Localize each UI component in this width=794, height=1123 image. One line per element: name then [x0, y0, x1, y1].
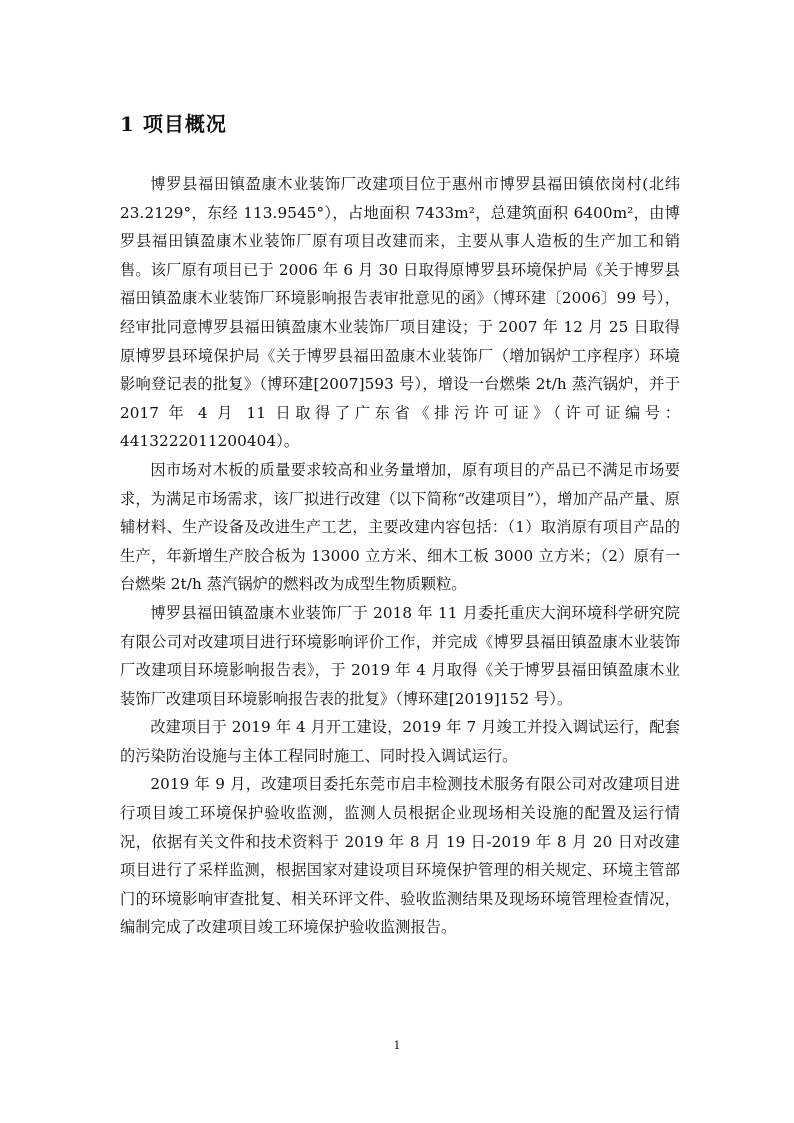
page-number: 1: [393, 1039, 401, 1052]
body-text: [120, 170, 680, 942]
section-heading: 1 项目概况: [120, 112, 227, 136]
paragraph-eia-approval: 博罗县福田镇盈康木业装饰厂于 2018 年 11 月委托重庆大润环境科学研究院有限公司对改建项目进行环境影响评价工作，并完成《博罗县福田镇盈康木业装饰厂改建项目环境影响报告表》，于 2019 年 4 月取得《关于博罗县福田镇盈康木业装饰厂改建项目环境影响报告表的批复》（博环建[2019]152 号）。: [120, 603, 680, 708]
paragraph-renovation-reason: 因市场对木板的质量要求较高和业务量增加，原有项目的产品已不满足市场要求，为满足市场需求，该厂拟进行改建（以下简称“改建项目”），增加产品产量、原辅材料、生产设备及改进生产工艺，主要改建内容包括：（1）取消原有项目产品的生产，年新增生产胶合板为 13000 立方米、细木工板 3000 立方米；（2）原有一台燃柴 2t/h 蒸汽锅炉的燃料改为成型生物质颗粒。: [120, 460, 680, 594]
paragraph-construction-timeline: 改建项目于 2019 年 4 月开工建设，2019 年 7 月竣工并投入调试运行，配套的污染防治设施与主体工程同时施工、同时投入调试运行。: [120, 718, 680, 765]
paragraph-project-location: 博罗县福田镇盈康木业装饰厂改建项目位于惠州市博罗县福田镇依岗村(北纬 23.2129°，东经 113.9545°），占地面积 7433m²，总建筑面积 6400m²，由博罗县福田镇盈康木业装饰厂原有项目改建而来，主要从事人造板的生产加工和销售。该厂原有项目已于 2006 年 6 月 30 日取得原博罗县环境保护局《关于博罗县福田镇盈康木业装饰厂环境影响报告表审批意见的函》（博环建〔2006〕99 号），经审批同意博罗县福田镇盈康木业装饰厂项目建设；于 2007 年 12 月 25 日取得原博罗县环境保护局《关于博罗县福田盈康木业装饰厂（增加锅炉工序程序）环境影响登记表的批复》（博环建[2007]593 号），增设一台燃柴 2t/h 蒸汽锅炉，并于 2017 年 4 月 11 日取得了广东省《排污许可证》（许可证编号：4413222011200404）。: [120, 175, 680, 451]
paragraph-acceptance-monitoring: 2019 年 9 月，改建项目委托东莞市启丰检测技术服务有限公司对改建项目进行项目竣工环境保护验收监测，监测人员根据企业现场相关设施的配置及运行情况，依据有关文件和技术资料于 2019 年 8 月 19 日-2019 年 8 月 20 日对改建项目进行了采样监测，根据国家对建设项目环境保护管理的相关规定、环境主管部门的环境影响审查批复、相关环评文件、验收监测结果及现场环境管理检查情况，编制完成了改建项目竣工环境保护验收监测报告。: [120, 775, 680, 937]
